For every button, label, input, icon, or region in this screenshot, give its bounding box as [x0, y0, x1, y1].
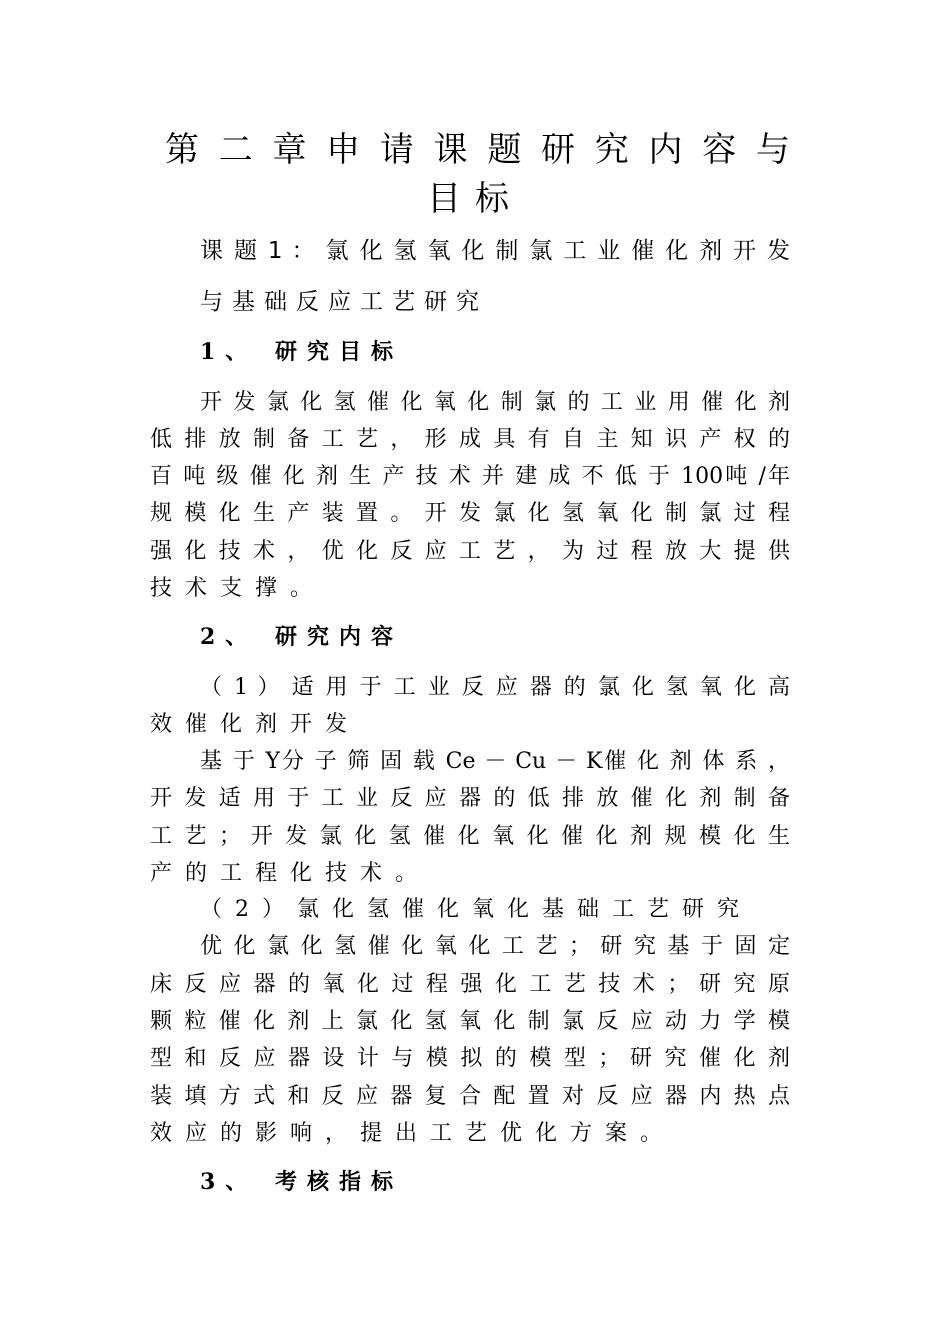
paragraph-line: 低 排 放 制 备 工 艺 ， 形 成 具 有 自 主 知 识 产 权 的	[150, 427, 790, 452]
paragraph-line: 颗 粒 催 化 剂 上 氯 化 氢 氧 化 制 氯 反 应 动 力 学 模	[150, 1009, 790, 1034]
paragraph-line: 工 艺 ； 开 发 氯 化 氢 催 化 氧 化 催 化 剂 规 模 化 生	[150, 824, 790, 849]
section-heading-content: 2、 研究内容	[200, 624, 403, 650]
paragraph-line: 规 模 化 生 产 装 置 。 开 发 氯 化 氢 氧 化 制 氯 过 程	[150, 501, 790, 526]
subject-title-line-2: 与基础反应工艺研究	[200, 289, 488, 315]
paragraph-line: 型 和 反 应 器 设 计 与 模 拟 的 模 型 ； 研 究 催 化 剂	[150, 1046, 790, 1071]
section-heading-goal: 1、 研究目标	[200, 339, 403, 365]
item-title-line: （ 1 ） 适 用 于 工 业 反 应 器 的 氯 化 氢 氧 化 高	[200, 675, 790, 700]
item-title-line: （2）氯化氢催化氧化基础工艺研究	[200, 897, 752, 922]
section-heading-indicators: 3、 考核指标	[200, 1169, 403, 1195]
paragraph-line: 产的工程化技术。	[150, 861, 431, 886]
chapter-title-line-2: 目标	[427, 179, 523, 219]
paragraph-line: 床 反 应 器 的 氧 化 过 程 强 化 工 艺 技 术 ； 研 究 原	[150, 972, 790, 997]
subject-title-line-1: 课 题 1 ： 氯 化 氢 氧 化 制 氯 工 业 催 化 剂 开 发	[200, 238, 790, 264]
item-title-line: 效催化剂开发	[150, 712, 361, 737]
paragraph-line: 装 填 方 式 和 反 应 器 复 合 配 置 对 反 应 器 内 热 点	[150, 1084, 790, 1109]
paragraph-line: 基 于 Y分 子 筛 固 载 Ce － Cu － K催 化 剂 体 系 ，	[200, 749, 790, 774]
paragraph-line: 技术支撑。	[150, 576, 326, 601]
paragraph-line: 开 发 适 用 于 工 业 反 应 器 的 低 排 放 催 化 剂 制 备	[150, 786, 790, 811]
paragraph-line: 开 发 氯 化 氢 催 化 氧 化 制 氯 的 工 业 用 催 化 剂	[200, 390, 790, 415]
paragraph-line: 优 化 氯 化 氢 催 化 氧 化 工 艺 ； 研 究 基 于 固 定	[200, 934, 790, 959]
chapter-title-line-1: 第 二 章 申 请 课 题 研 究 内 容 与	[165, 130, 790, 170]
paragraph-line: 效应的影响，提出工艺优化方案。	[150, 1121, 676, 1146]
paragraph-line: 强 化 技 术 ， 优 化 反 应 工 艺 ， 为 过 程 放 大 提 供	[150, 539, 790, 564]
paragraph-line: 百 吨 级 催 化 剂 生 产 技 术 并 建 成 不 低 于 100吨 /年	[150, 464, 790, 489]
